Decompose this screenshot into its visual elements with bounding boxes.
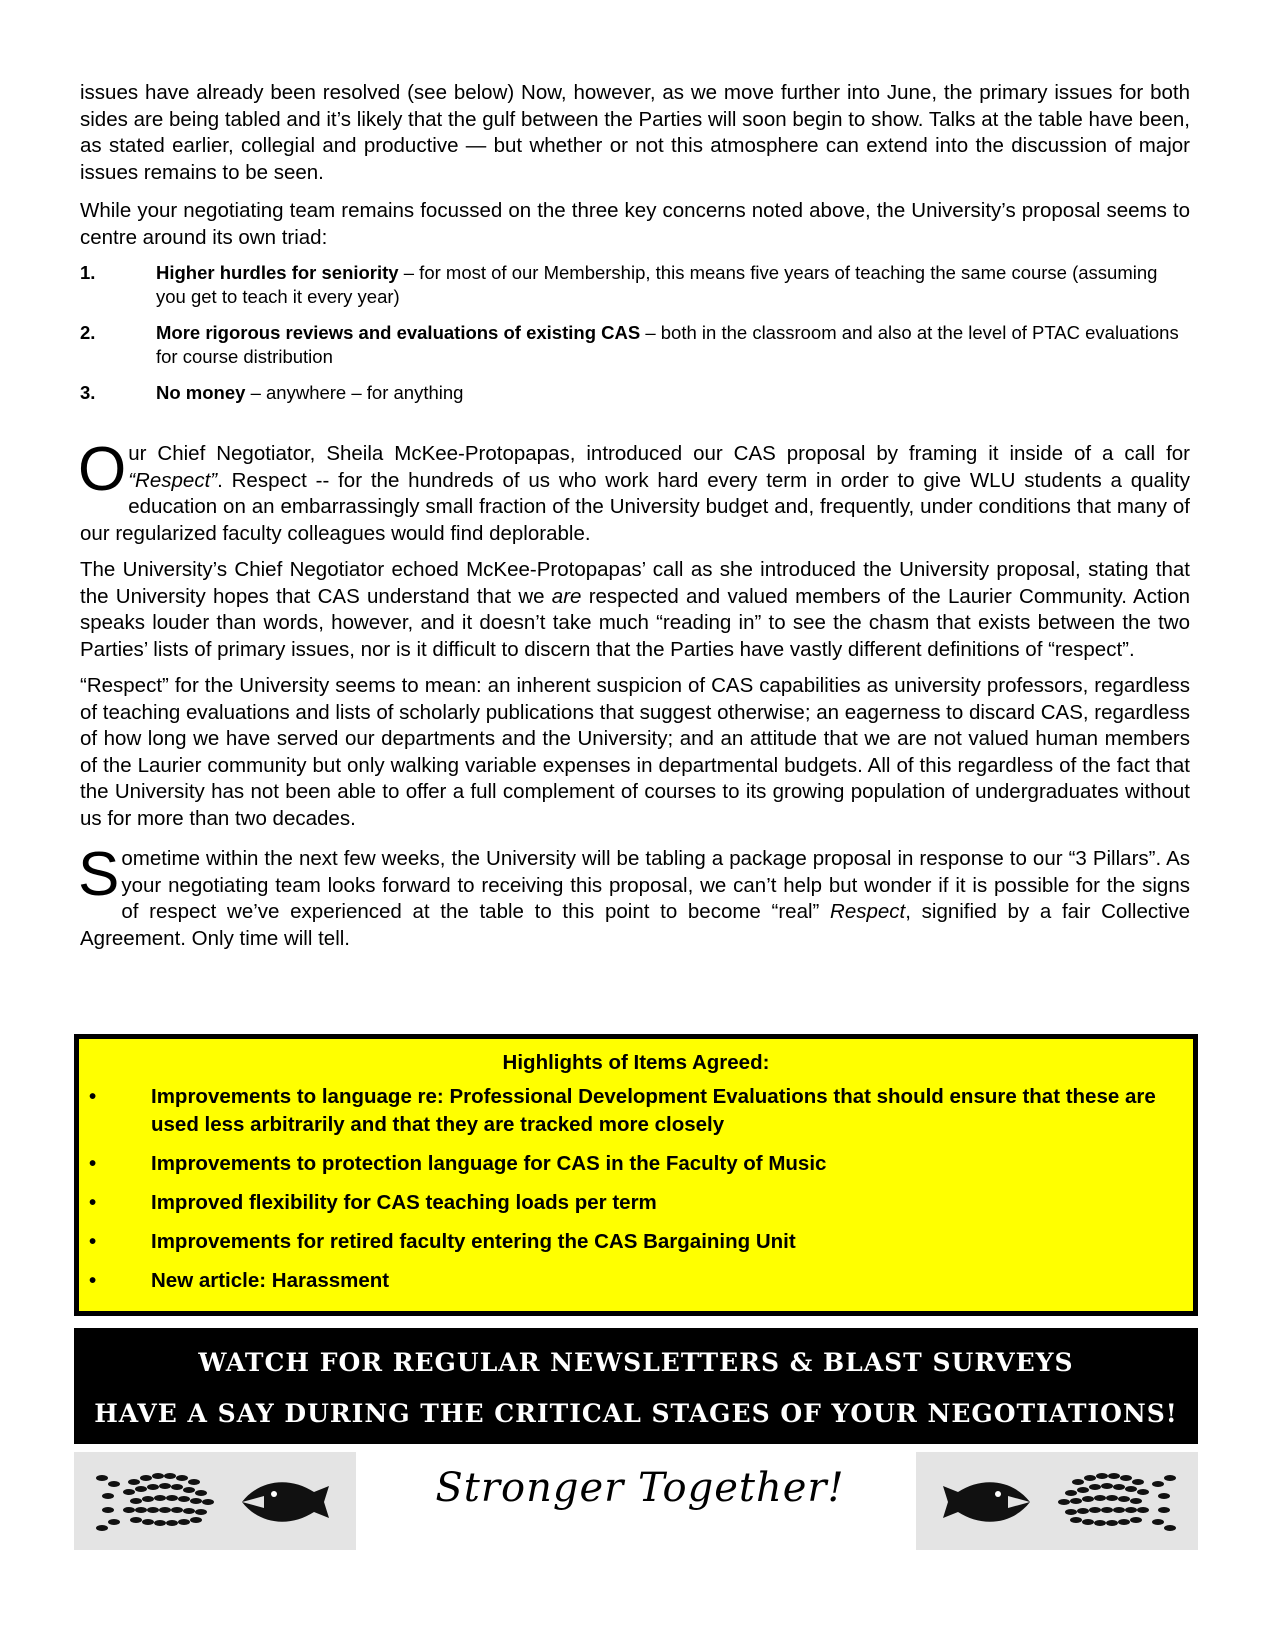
list-item: • Improvements to protection language for CAS in the Faculty of Music [79,1150,1193,1178]
fish-school-icon [916,1452,1198,1550]
fish-school-icon [74,1452,356,1550]
list-number: 2. [80,322,96,343]
list-item [80,261,1190,309]
respect-paragraph-1: Our Chief Negotiator, Sheila McKee-Protopapas, introduced our CAS proposal by framing it inside of a call for “Respect”. Respect -- for the hundreds of us who work hard every term in order to give WLU students a quality education on an embarrassingly small fraction of the University budget and, frequently, under conditions that many of our regularized faculty colleagues would find deplorable. [78,435,1190,545]
bullet-icon: • [89,1230,97,1253]
list-item-heading: More rigorous reviews and evaluations of existing CAS [156,322,641,343]
list-number: 1. [80,262,96,283]
bullet-icon: • [89,1191,97,1214]
list-item [80,321,1190,369]
drop-cap: S [78,840,120,909]
list-item-text: – both in the classroom and also at the level of PTAC evaluations for course distribution [156,322,1179,367]
banner-line-2: HAVE A SAY DURING THE CRITICAL STAGES OF YOUR NEGOTIATIONS! [94,1399,1178,1428]
respect-paragraph-2: The University’s Chief Negotiator echoed McKee-Protopapas’ call as she introduced the University proposal, stating that the University hopes that CAS understand that we are respected and valued members of the Laurier Community. Action speaks louder than words, however, and it doesn’t take much “reading in” to see the chasm that exists between the two Parties’ lists of primary issues, nor is it difficult to discern that the Parties have vastly different definitions of “respect”. [80,558,1190,661]
list-item: • Improved flexibility for CAS teaching loads per term [79,1189,1193,1217]
list-item-heading: Higher hurdles for seniority [156,262,399,283]
list-number: 3. [80,382,96,403]
highlights-list [79,1083,1193,1295]
bullet-icon: • [89,1152,97,1175]
drop-cap: O [78,435,127,504]
call-to-action-banner [74,1328,1198,1444]
bullet-icon: • [89,1085,97,1108]
intro-paragraph-2: While your negotiating team remains focussed on the three key concerns noted above, the University’s proposal seems to centre around its own triad: [80,199,1190,249]
list-item-text: – anywhere – for anything [245,382,464,403]
highlights-box [74,1034,1198,1316]
list-item-heading: No money [156,382,246,403]
list-item: • New article: Harassment [79,1267,1193,1295]
closing-paragraph: Sometime within the next few weeks, the University will be tabling a package proposal in response to our “3 Pillars”. As your negotiating team looks forward to receiving this proposal, we can’t help but wonder if it is possible for the signs of respect we’ve experienced at the table to this point to become “real” Respect, signified by a fair Collective Agreement. Only time will tell. [78,840,1190,950]
slogan: Stronger Together! [435,1465,845,1511]
highlights-title: Highlights of Items Agreed: [502,1051,770,1074]
respect-paragraph-3: “Respect” for the University seems to mean: an inherent suspicion of CAS capabilities as university professors, regardless of teaching evaluations and lists of scholarly publications that suggest otherwise; an eagerness to discard CAS, regardless of how long we have served our departments and the University; and an attitude that we are not valued human members of the Laurier community but only walking variable expenses in departmental budgets. All of this regardless of the fact that the University has not been able to offer a full complement of courses to its growing population of undergraduates without us for more than two decades. [80,674,1190,830]
intro-paragraph-1: issues have already been resolved (see below) Now, however, as we move further into June, the primary issues for both sides are being tabled and it’s likely that the gulf between the Parties will soon begin to show. Talks at the table have been, as stated earlier, collegial and productive — but whether or not this atmosphere can extend into the discussion of major issues remains to be seen. [80,81,1190,184]
list-item: • Improvements for retired faculty entering the CAS Bargaining Unit [79,1228,1193,1256]
page-body [80,80,1190,952]
list-item-text: – for most of our Membership, this means five years of teaching the same course (assuming you get to teach it every year) [156,262,1158,307]
university-triad-list [80,261,1190,405]
list-item: • Improvements to language re: Professional Development Evaluations that should ensure that these are used less arbitrarily and that they are tracked more closely [79,1083,1193,1139]
banner-line-1: WATCH FOR REGULAR NEWSLETTERS & BLAST SURVEYS [198,1348,1074,1377]
bullet-icon: • [89,1269,97,1292]
list-item [80,381,1190,405]
